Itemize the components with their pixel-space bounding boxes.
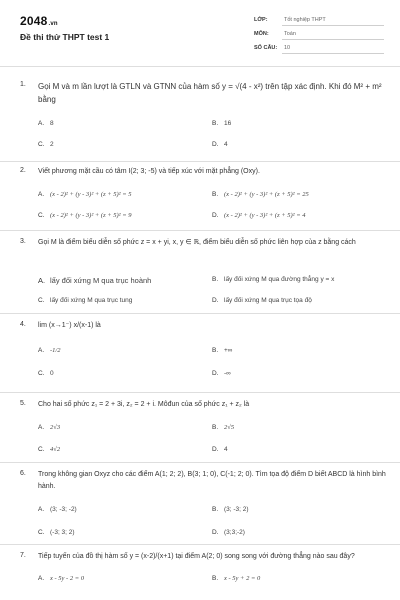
answer-option-c[interactable] [38, 529, 75, 536]
answer-option-c[interactable] [38, 141, 54, 148]
answer-option-a[interactable] [38, 575, 84, 582]
option-text: (-3; 3; 2) [50, 529, 75, 536]
option-letter: D. [212, 141, 219, 148]
meta-subject-label: MÔN: [254, 31, 269, 37]
header-divider [0, 66, 400, 67]
answer-option-c[interactable] [38, 446, 60, 453]
option-letter: C. [38, 529, 45, 536]
option-letter: C. [38, 370, 45, 377]
meta-class-label: LỚP: [254, 17, 268, 23]
question-divider [0, 313, 400, 314]
answer-option-d[interactable] [212, 529, 245, 536]
option-text: 2√3 [50, 424, 61, 431]
option-letter: D. [212, 529, 219, 536]
option-text: 2 [50, 141, 54, 148]
option-text: 4 [224, 141, 228, 148]
option-letter: B. [212, 424, 219, 431]
option-letter: D. [212, 446, 219, 453]
option-letter: C. [38, 141, 45, 148]
question-text: Tiếp tuyến của đồ thị hàm số y = (x-2)/(x+1) tại điểm A(2; 0) song song với đường thẳng nào sau đây? [38, 553, 355, 560]
answer-option-a[interactable] [38, 191, 132, 198]
option-text: -1/2 [50, 347, 61, 354]
option-letter: B. [212, 191, 219, 198]
answer-option-b[interactable] [212, 276, 334, 283]
question-number: 7. [20, 552, 26, 559]
answer-option-d[interactable] [212, 141, 228, 148]
question-number: 1. [20, 81, 26, 88]
option-text: 4√2 [50, 446, 61, 453]
logo-main: 2048 [20, 14, 48, 28]
option-letter: A. [38, 506, 45, 513]
question-text: Viết phương mặt cầu có tâm I(2; 3; -5) và tiếp xúc với mặt phẳng (Oxy). [38, 168, 260, 175]
answer-option-d[interactable] [212, 370, 231, 377]
option-text: (3; -3; -2) [50, 506, 77, 513]
question-number: 2. [20, 167, 26, 174]
logo-suffix: .vn [48, 21, 58, 27]
meta-divider [282, 39, 384, 40]
meta-divider [282, 25, 384, 26]
answer-option-a[interactable] [38, 120, 54, 127]
option-letter: A. [38, 276, 46, 285]
question-text: Gọi M là điểm biểu diễn số phức z = x + yi, x, y ∈ ℝ, điểm biểu diễn số phức liên hợp của z bằng cách [38, 239, 356, 246]
question-text: Gọi M và m lần lượt là GTLN và GTNN của hàm số y = √(4 - x²) trên tập xác định. Khi đó M² + m² bằng [38, 82, 382, 104]
option-letter: D. [212, 370, 219, 377]
option-text: (x - 2)² + (y - 3)² + (z + 5)² = 4 [224, 212, 306, 219]
question-number: 6. [20, 470, 26, 477]
answer-option-a[interactable] [38, 276, 151, 285]
answer-option-d[interactable] [212, 297, 312, 304]
meta-subject-value: Toán [284, 31, 296, 37]
answer-option-d[interactable] [212, 446, 228, 453]
option-text: x - 5y - 2 = 0 [50, 575, 84, 582]
answer-option-c[interactable] [38, 212, 132, 219]
question-divider [0, 544, 400, 545]
option-letter: B. [212, 575, 219, 582]
question-divider [0, 462, 400, 463]
answer-option-b[interactable] [212, 191, 309, 198]
option-text: lấy đối xứng M qua trục tọa độ [224, 297, 312, 304]
answer-option-b[interactable] [212, 575, 260, 582]
exam-title: Đề thi thử THPT test 1 [20, 32, 110, 42]
answer-option-b[interactable] [212, 506, 249, 513]
answer-option-a[interactable] [38, 347, 60, 354]
meta-divider [282, 53, 384, 54]
option-letter: A. [38, 120, 45, 127]
option-text: 16 [224, 120, 232, 127]
option-letter: D. [212, 297, 219, 304]
question-divider [0, 392, 400, 393]
meta-count-value: 10 [284, 45, 291, 51]
option-letter: A. [38, 424, 45, 431]
option-text: +∞ [224, 347, 233, 354]
option-letter: C. [38, 297, 45, 304]
answer-option-d[interactable] [212, 212, 306, 219]
answer-option-b[interactable] [212, 347, 232, 354]
option-text: 8 [50, 120, 54, 127]
option-letter: A. [38, 191, 45, 198]
question-divider [0, 161, 400, 162]
question-text: Cho hai số phức z₁ = 2 + 3i, z₂ = 2 + i. Môđun của số phức z₁ + z₂ là [38, 401, 250, 408]
option-letter: B. [212, 506, 219, 513]
site-logo[interactable] [20, 14, 58, 28]
answer-option-c[interactable] [38, 297, 132, 304]
option-text: (3;3;-2) [224, 529, 245, 536]
meta-count-label: SỐ CÂU: [254, 45, 278, 51]
option-text: (x - 2)² + (y - 3)² + (z + 5)² = 25 [224, 191, 309, 198]
question-number: 4. [20, 321, 26, 328]
option-text: (3; -3; 2) [224, 506, 249, 513]
option-text: lấy đối xứng M qua trục tung [50, 297, 133, 304]
question-number: 3. [20, 238, 26, 245]
question-number: 5. [20, 400, 26, 407]
meta-class-value: Tốt nghiệp THPT [284, 17, 326, 23]
option-text: lấy đối xứng M qua đường thẳng y = x [224, 276, 335, 283]
option-text: x - 5y + 2 = 0 [224, 575, 261, 582]
option-letter: A. [38, 347, 45, 354]
answer-option-a[interactable] [38, 506, 77, 513]
answer-option-a[interactable] [38, 424, 60, 431]
option-text: -∞ [224, 370, 231, 377]
option-letter: C. [38, 212, 45, 219]
question-text: Trong không gian Oxyz cho các điểm A(1; 2; 2), B(3; 1; 0), C(-1; 2; 0). Tìm tọa độ điểm D biết ABCD là hình bình hành. [38, 471, 386, 490]
option-text: 0 [50, 370, 54, 377]
answer-option-c[interactable] [38, 370, 54, 377]
option-text: lấy đối xứng M qua trục hoành [50, 276, 152, 285]
option-text: 2√5 [224, 424, 235, 431]
option-text: (x - 2)² + (y - 3)² + (z + 5)² = 5 [50, 191, 132, 198]
question-divider [0, 230, 400, 231]
answer-option-b[interactable] [212, 120, 231, 127]
option-letter: C. [38, 446, 45, 453]
option-letter: B. [212, 276, 219, 283]
option-letter: A. [38, 575, 45, 582]
exam-header [0, 0, 400, 64]
option-letter: D. [212, 212, 219, 219]
option-letter: B. [212, 347, 219, 354]
question-text: lim (x→1⁻) x/(x-1) là [38, 322, 101, 329]
answer-option-b[interactable] [212, 424, 234, 431]
option-text: 4 [224, 446, 228, 453]
option-letter: B. [212, 120, 219, 127]
option-text: (x - 2)² + (y - 3)² + (z + 5)² = 9 [50, 212, 132, 219]
